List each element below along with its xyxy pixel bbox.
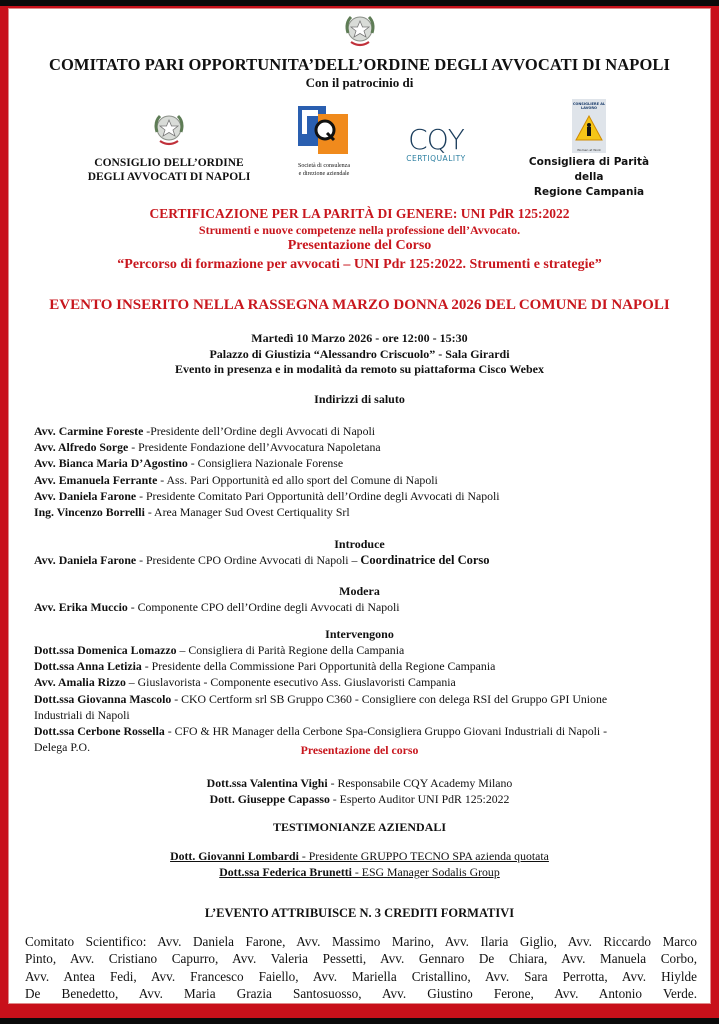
saluti-heading: Indirizzi di saluto: [314, 392, 405, 406]
speaker-name: Dott.ssa Cerbone Rossella: [34, 724, 165, 739]
speaker-role: - Presidente Comitato Pari Opportunità dell’Ordine degli Avvocati di Napoli: [136, 488, 500, 503]
presentazione-heading: Presentazione del corso: [300, 743, 419, 757]
certification-subheading: Strumenti e nuove competenze nella professione dell’Avvocato.: [198, 223, 521, 237]
fq-caption-1: Società di consulenza: [298, 163, 350, 169]
speaker-name: Dott.ssa Giovanna Mascolo: [34, 691, 172, 706]
speaker-name: Avv. Daniela Farone: [34, 488, 137, 503]
saluti-list: [34, 423, 500, 520]
saluti-item: [34, 472, 500, 488]
introduce-heading: Introduce: [334, 537, 385, 551]
certiquality-label: CERTIQUALITY: [406, 154, 466, 163]
speaker-role: - Componente CPO dell’Ordine degli Avvocati di Napoli: [127, 600, 400, 614]
intervengono-item: [34, 658, 607, 674]
consigliera-caption-2: Regione Campania: [533, 186, 645, 198]
speaker-role: - ESG Manager Sodalis Group: [351, 865, 500, 880]
speaker-name: Avv. Carmine Foreste: [34, 424, 144, 438]
fq-logo-icon: [298, 106, 350, 156]
speaker-role: - Presidente Fondazione dell’Avvocatura Napoletana: [128, 440, 381, 455]
testimonianze-list: [9, 848, 710, 880]
saluti-item: [34, 504, 500, 520]
intervengono-list: [34, 642, 607, 755]
speaker-role: - CKO Certform srl SB Gruppo C360 - Consigliere con delega RSI del Gruppo GPI Unione: [171, 691, 608, 706]
speaker-name: Ing. Vincenzo Borrelli: [34, 505, 145, 520]
course-title: “Percorso di formazione per avvocati – UNI Pdr 125:2022. Strumenti e strategie”: [117, 257, 602, 272]
event-rassegna-banner: EVENTO INSERITO NELLA RASSEGNA MARZO DONNA 2026 DEL COMUNE DI NAPOLI: [49, 297, 670, 313]
speaker-name: Dott. Giovanni Lombardi: [170, 849, 299, 863]
intervengono-item: [34, 642, 607, 658]
speaker-role: - Presidente della Commissione Pari Opportunità della Regione Campania: [141, 659, 496, 674]
certification-heading: CERTIFICAZIONE PER LA PARITÀ DI GENERE: UNI PdR 125:2022: [149, 206, 570, 221]
intervengono-item: [34, 674, 607, 690]
intervengono-item: [34, 691, 607, 707]
speaker-role: - Esperto Auditor UNI PdR 125:2022: [329, 792, 510, 807]
speaker-name: Avv. Emanuela Ferrante: [34, 472, 158, 487]
intervengono-item-continued: Delega P.O.: [34, 740, 91, 755]
testimonianze-item: [9, 864, 710, 880]
speaker-name: Dott.ssa Federica Brunetti: [219, 865, 352, 880]
patronage-label: Con il patrocinio di: [305, 75, 414, 90]
logo-fq: [284, 106, 364, 178]
consiglio-caption-1: CONSIGLIO DELL’ORDINE: [94, 157, 244, 169]
speaker-name: Avv. Amalia Rizzo: [34, 675, 126, 690]
sign-top-text: CONSIGLIERE AL LAVORO: [572, 102, 606, 110]
consiglio-emblem-icon: [150, 109, 188, 151]
presentazione-list: [9, 775, 710, 807]
logo-certiquality: [391, 123, 481, 163]
event-mode: Evento in presenza e in modalità da remoto su piattaforma Cisco Webex: [175, 362, 544, 376]
speaker-role: - Responsabile CQY Academy Milano: [327, 776, 513, 790]
speaker-name: Avv. Daniela Farone: [34, 553, 137, 567]
testimonianze-heading: TESTIMONIANZE AZIENDALI: [272, 820, 447, 834]
event-info: [9, 331, 710, 378]
speaker-name: Avv. Alfredo Sorge: [34, 440, 129, 455]
presentazione-item: [9, 775, 710, 791]
comitato-line: De Benedetto, Avv. Maria Grazia Santosuosso, Avv. Giustino Ferone, Avv. Antonio Verde.: [25, 986, 697, 1002]
course-presentation-heading: Presentazione del Corso: [287, 238, 432, 253]
speaker-name: Avv. Erika Muccio: [34, 600, 128, 614]
poster-title: COMITATO PARI OPPORTUNITA’DELL’ORDINE DEGLI AVVOCATI DI NAPOLI: [48, 55, 671, 74]
logo-consigliera: [524, 99, 654, 200]
consigliera-caption-1: Consigliera di Parità della: [528, 156, 650, 183]
presentazione-item: [9, 791, 710, 807]
saluti-item: [34, 439, 500, 455]
testimonianze-item: [9, 848, 710, 864]
speaker-role: – Giuslavorista - Componente esecutivo Ass. Giuslavoristi Campania: [125, 675, 456, 690]
speaker-role: - Ass. Pari Opportunità ed allo sport del Comune di Napoli: [157, 472, 438, 487]
credits-notice: L’EVENTO ATTRIBUISCE N. 3 CREDITI FORMATIVI: [204, 906, 515, 920]
speaker-role: -Presidente dell’Ordine degli Avvocati di Napoli: [143, 424, 376, 438]
speaker-role: - Area Manager Sud Ovest Certiquality Srl: [144, 505, 350, 520]
comitato-line: Avv. Antea Fedi, Avv. Francesco Faiello, Avv. Mariella Cristallino, Avv. Sara Perrotta, Avv. Hiylde: [25, 968, 697, 984]
introduce-item: [34, 552, 490, 568]
speaker-role: - Presidente CPO Ordine Avvocati di Napoli –: [136, 553, 361, 567]
fq-caption-2: e direzione aziendale: [298, 171, 350, 177]
comitato-line: Comitato Scientifico: Avv. Daniela Farone, Avv. Massimo Marino, Avv. Ilaria Giglio, Avv. Riccardo Marco: [25, 934, 697, 949]
speaker-role: – Consigliera di Parità Regione della Campania: [176, 643, 405, 657]
cqy-logo-mark: CQY: [408, 123, 464, 156]
saluti-item: [34, 455, 500, 471]
women-at-work-sign: [572, 99, 606, 153]
italian-republic-emblem-icon: [341, 11, 379, 51]
speaker-role: - Presidente GRUPPO TECNO SPA azienda quotata: [298, 849, 549, 863]
speaker-name: Dott.ssa Anna Letizia: [34, 659, 142, 674]
speaker-name: Dott. Giuseppe Capasso: [209, 792, 330, 807]
logo-consiglio: [69, 109, 269, 184]
intervengono-heading: Intervengono: [325, 627, 394, 641]
modera-heading: Modera: [339, 584, 380, 598]
intervengono-item-continued: Industriali di Napoli: [34, 707, 130, 722]
speaker-name: Avv. Bianca Maria D’Agostino: [34, 456, 188, 471]
consiglio-caption-2: DEGLI AVVOCATI DI NAPOLI: [87, 171, 251, 183]
speaker-role: - CFO & HR Manager della Cerbone Spa-Consigliera Gruppo Giovani Industriali di Napoli -: [164, 724, 608, 739]
event-date: Martedì 10 Marzo 2026 - ore 12:00 - 15:30: [251, 331, 468, 345]
speaker-role: - Consigliera Nazionale Forense: [187, 456, 344, 471]
intervengono-item: [34, 723, 607, 739]
speaker-name: Dott.ssa Domenica Lomazzo: [34, 643, 177, 657]
comitato-line: Pinto, Avv. Cristiano Capurro, Avv. Valeria Pessetti, Avv. Gennaro De Chiara, Avv. Manuela Corbo,: [25, 951, 697, 967]
coordinator-label: Coordinatrice del Corso: [360, 553, 490, 567]
saluti-item: [34, 488, 500, 504]
speaker-name: Dott.ssa Valentina Vighi: [206, 776, 328, 790]
modera-item: [34, 599, 400, 615]
saluti-item: [34, 423, 500, 439]
poster-page: [8, 8, 711, 1004]
comitato-scientifico: [25, 933, 697, 1003]
warning-triangle-icon: [575, 115, 603, 141]
event-venue: Palazzo di Giustizia “Alessandro Criscuolo” - Sala Girardi: [209, 346, 510, 361]
sign-bottom-text: Women at Work: [577, 148, 601, 152]
